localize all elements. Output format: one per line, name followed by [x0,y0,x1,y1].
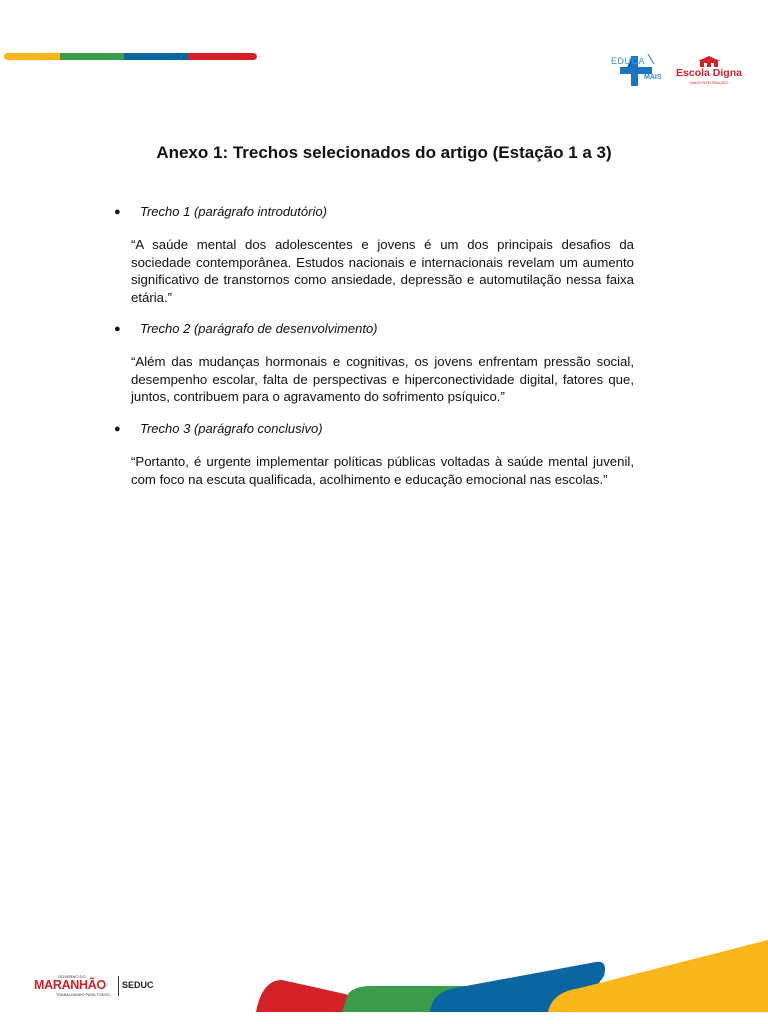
excerpt-1-heading-text: Trecho 1 (parágrafo introdutório) [140,204,327,219]
color-bar-red [188,53,257,60]
document-title: Anexo 1: Trechos selecionados do artigo (Estação 1 a 3) [156,143,612,162]
excerpt-3-text: “Portanto, é urgente implementar políticas públicas voltadas à saúde mental juvenil, com foco na escuta qualificada, acolhimento e educação emocional nas escolas.” [131,454,634,487]
maranhao-text: MARANHÃO [34,978,106,992]
color-bar-blue [124,53,188,60]
excerpt-2-heading [114,321,378,336]
bullet-icon: ● [114,422,121,435]
excerpt-3-heading [114,421,323,436]
educa-logo-text: EDUCA [611,56,646,66]
escola-digna-text: Escola Digna [676,67,742,79]
color-bar-green [60,53,124,60]
gov-slogan-text: TRABALHANDO PARA TODOS [56,993,110,997]
escola-digna-logo [676,55,742,87]
footer-decorative-shapes [0,930,768,1024]
bullet-icon: ● [114,322,121,335]
seduc-text: SEDUC [122,980,154,990]
bullet-icon: ● [114,205,121,218]
color-bar-yellow [4,53,60,60]
excerpt-1-text: “A saúde mental dos adolescentes e jovens é um dos principais desafios da sociedade contemporânea. Estudos nacionais e internacionais revelam um aumento significativo de transtornos como ansiedade, depressão e automutilação nessa faixa etária.” [131,237,634,305]
excerpt-2-heading-text: Trecho 2 (parágrafo de desenvolvimento) [140,321,378,336]
excerpt-1-heading [114,204,327,219]
excerpt-3-heading-text: Trecho 3 (parágrafo conclusivo) [140,421,323,436]
excerpt-2-text: “Além das mudanças hormonais e cognitivas, os jovens enfrentam pressão social, desempenho escolar, falta de perspectivas e hiperconectividade digital, fatores que, juntos, contribuem para o agravamento do sofrimento psíquico.” [131,354,634,404]
educa-mais-logo [608,52,666,88]
escola-digna-subtext: MAIS INTEGRAÇÃO [690,80,728,85]
header-color-bar [4,53,257,60]
governo-do-text: GOVERNO DO [58,974,86,979]
mais-logo-text: MAIS [644,74,662,81]
